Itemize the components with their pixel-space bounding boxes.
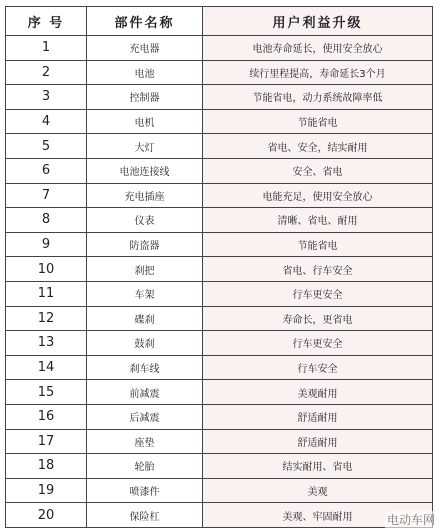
cell-part: 刹把 — [87, 257, 203, 282]
cell-part: 轮胎 — [87, 454, 203, 479]
cell-part: 碟刹 — [87, 306, 203, 331]
cell-benefit: 美观、牢固耐用 — [203, 503, 433, 528]
cell-part: 保险杠 — [87, 503, 203, 528]
cell-part: 前减震 — [87, 380, 203, 405]
table-row — [6, 454, 433, 479]
cell-no: 9 — [6, 232, 87, 257]
table-row — [6, 183, 433, 208]
table-row — [6, 306, 433, 331]
table-row — [6, 109, 433, 134]
cell-benefit: 结实耐用、省电 — [203, 454, 433, 479]
cell-part: 控制器 — [87, 85, 203, 110]
cell-no: 1 — [6, 36, 87, 61]
table-row — [6, 85, 433, 110]
cell-no: 8 — [6, 208, 87, 233]
cell-benefit: 节能省电 — [203, 109, 433, 134]
cell-benefit: 安全、省电 — [203, 158, 433, 183]
table-row — [6, 158, 433, 183]
cell-benefit: 舒适耐用 — [203, 404, 433, 429]
cell-benefit: 电池寿命延长，使用安全放心 — [203, 36, 433, 61]
table-row — [6, 134, 433, 159]
table-row — [6, 429, 433, 454]
cell-no: 17 — [6, 429, 87, 454]
cell-part: 大灯 — [87, 134, 203, 159]
cell-benefit: 行车安全 — [203, 355, 433, 380]
cell-no: 15 — [6, 380, 87, 405]
cell-no: 6 — [6, 158, 87, 183]
table-row — [6, 232, 433, 257]
cell-benefit: 美观耐用 — [203, 380, 433, 405]
cell-part: 刹车线 — [87, 355, 203, 380]
cell-part: 防盗器 — [87, 232, 203, 257]
cell-no: 5 — [6, 134, 87, 159]
cell-no: 4 — [6, 109, 87, 134]
table-header-row — [6, 7, 433, 36]
cell-no: 2 — [6, 60, 87, 85]
cell-benefit: 节能省电 — [203, 232, 433, 257]
cell-part: 充电器 — [87, 36, 203, 61]
cell-benefit: 美观 — [203, 478, 433, 503]
cell-part: 电池 — [87, 60, 203, 85]
table-row — [6, 281, 433, 306]
cell-benefit: 行车更安全 — [203, 281, 433, 306]
cell-no: 7 — [6, 183, 87, 208]
cell-benefit: 续行里程提高，寿命延长3个月 — [203, 60, 433, 85]
header-no: 序 号 — [6, 7, 87, 36]
cell-no: 13 — [6, 331, 87, 356]
cell-benefit: 舒适耐用 — [203, 429, 433, 454]
table-row — [6, 36, 433, 61]
cell-benefit: 节能省电，动力系统故障率低 — [203, 85, 433, 110]
table-row — [6, 503, 433, 528]
cell-benefit: 寿命长，更省电 — [203, 306, 433, 331]
cell-part: 车架 — [87, 281, 203, 306]
cell-benefit: 省电、安全，结实耐用 — [203, 134, 433, 159]
cell-part: 充电插座 — [87, 183, 203, 208]
cell-no: 12 — [6, 306, 87, 331]
cell-no: 16 — [6, 404, 87, 429]
table-row — [6, 478, 433, 503]
watermark: 电动车网 — [386, 513, 435, 527]
header-benefit: 用户利益升级 — [203, 7, 433, 36]
cell-benefit: 省电、行车安全 — [203, 257, 433, 282]
cell-part: 电池连接线 — [87, 158, 203, 183]
table-row — [6, 380, 433, 405]
table-row — [6, 355, 433, 380]
cell-benefit: 电能充足，使用安全放心 — [203, 183, 433, 208]
cell-benefit: 行车更安全 — [203, 331, 433, 356]
cell-no: 10 — [6, 257, 87, 282]
cell-no: 14 — [6, 355, 87, 380]
parts-benefit-table — [5, 6, 433, 528]
cell-part: 电机 — [87, 109, 203, 134]
cell-part: 后减震 — [87, 404, 203, 429]
header-part: 部件名称 — [87, 7, 203, 36]
cell-part: 仪表 — [87, 208, 203, 233]
cell-part: 喷漆件 — [87, 478, 203, 503]
cell-no: 19 — [6, 478, 87, 503]
table-row — [6, 404, 433, 429]
table-row — [6, 60, 433, 85]
table-row — [6, 257, 433, 282]
table-body — [6, 36, 433, 528]
cell-no: 3 — [6, 85, 87, 110]
cell-no: 18 — [6, 454, 87, 479]
cell-benefit: 清晰、省电、耐用 — [203, 208, 433, 233]
cell-part: 座垫 — [87, 429, 203, 454]
cell-no: 11 — [6, 281, 87, 306]
table-row — [6, 331, 433, 356]
cell-part: 鼓刹 — [87, 331, 203, 356]
cell-no: 20 — [6, 503, 87, 528]
table-row — [6, 208, 433, 233]
